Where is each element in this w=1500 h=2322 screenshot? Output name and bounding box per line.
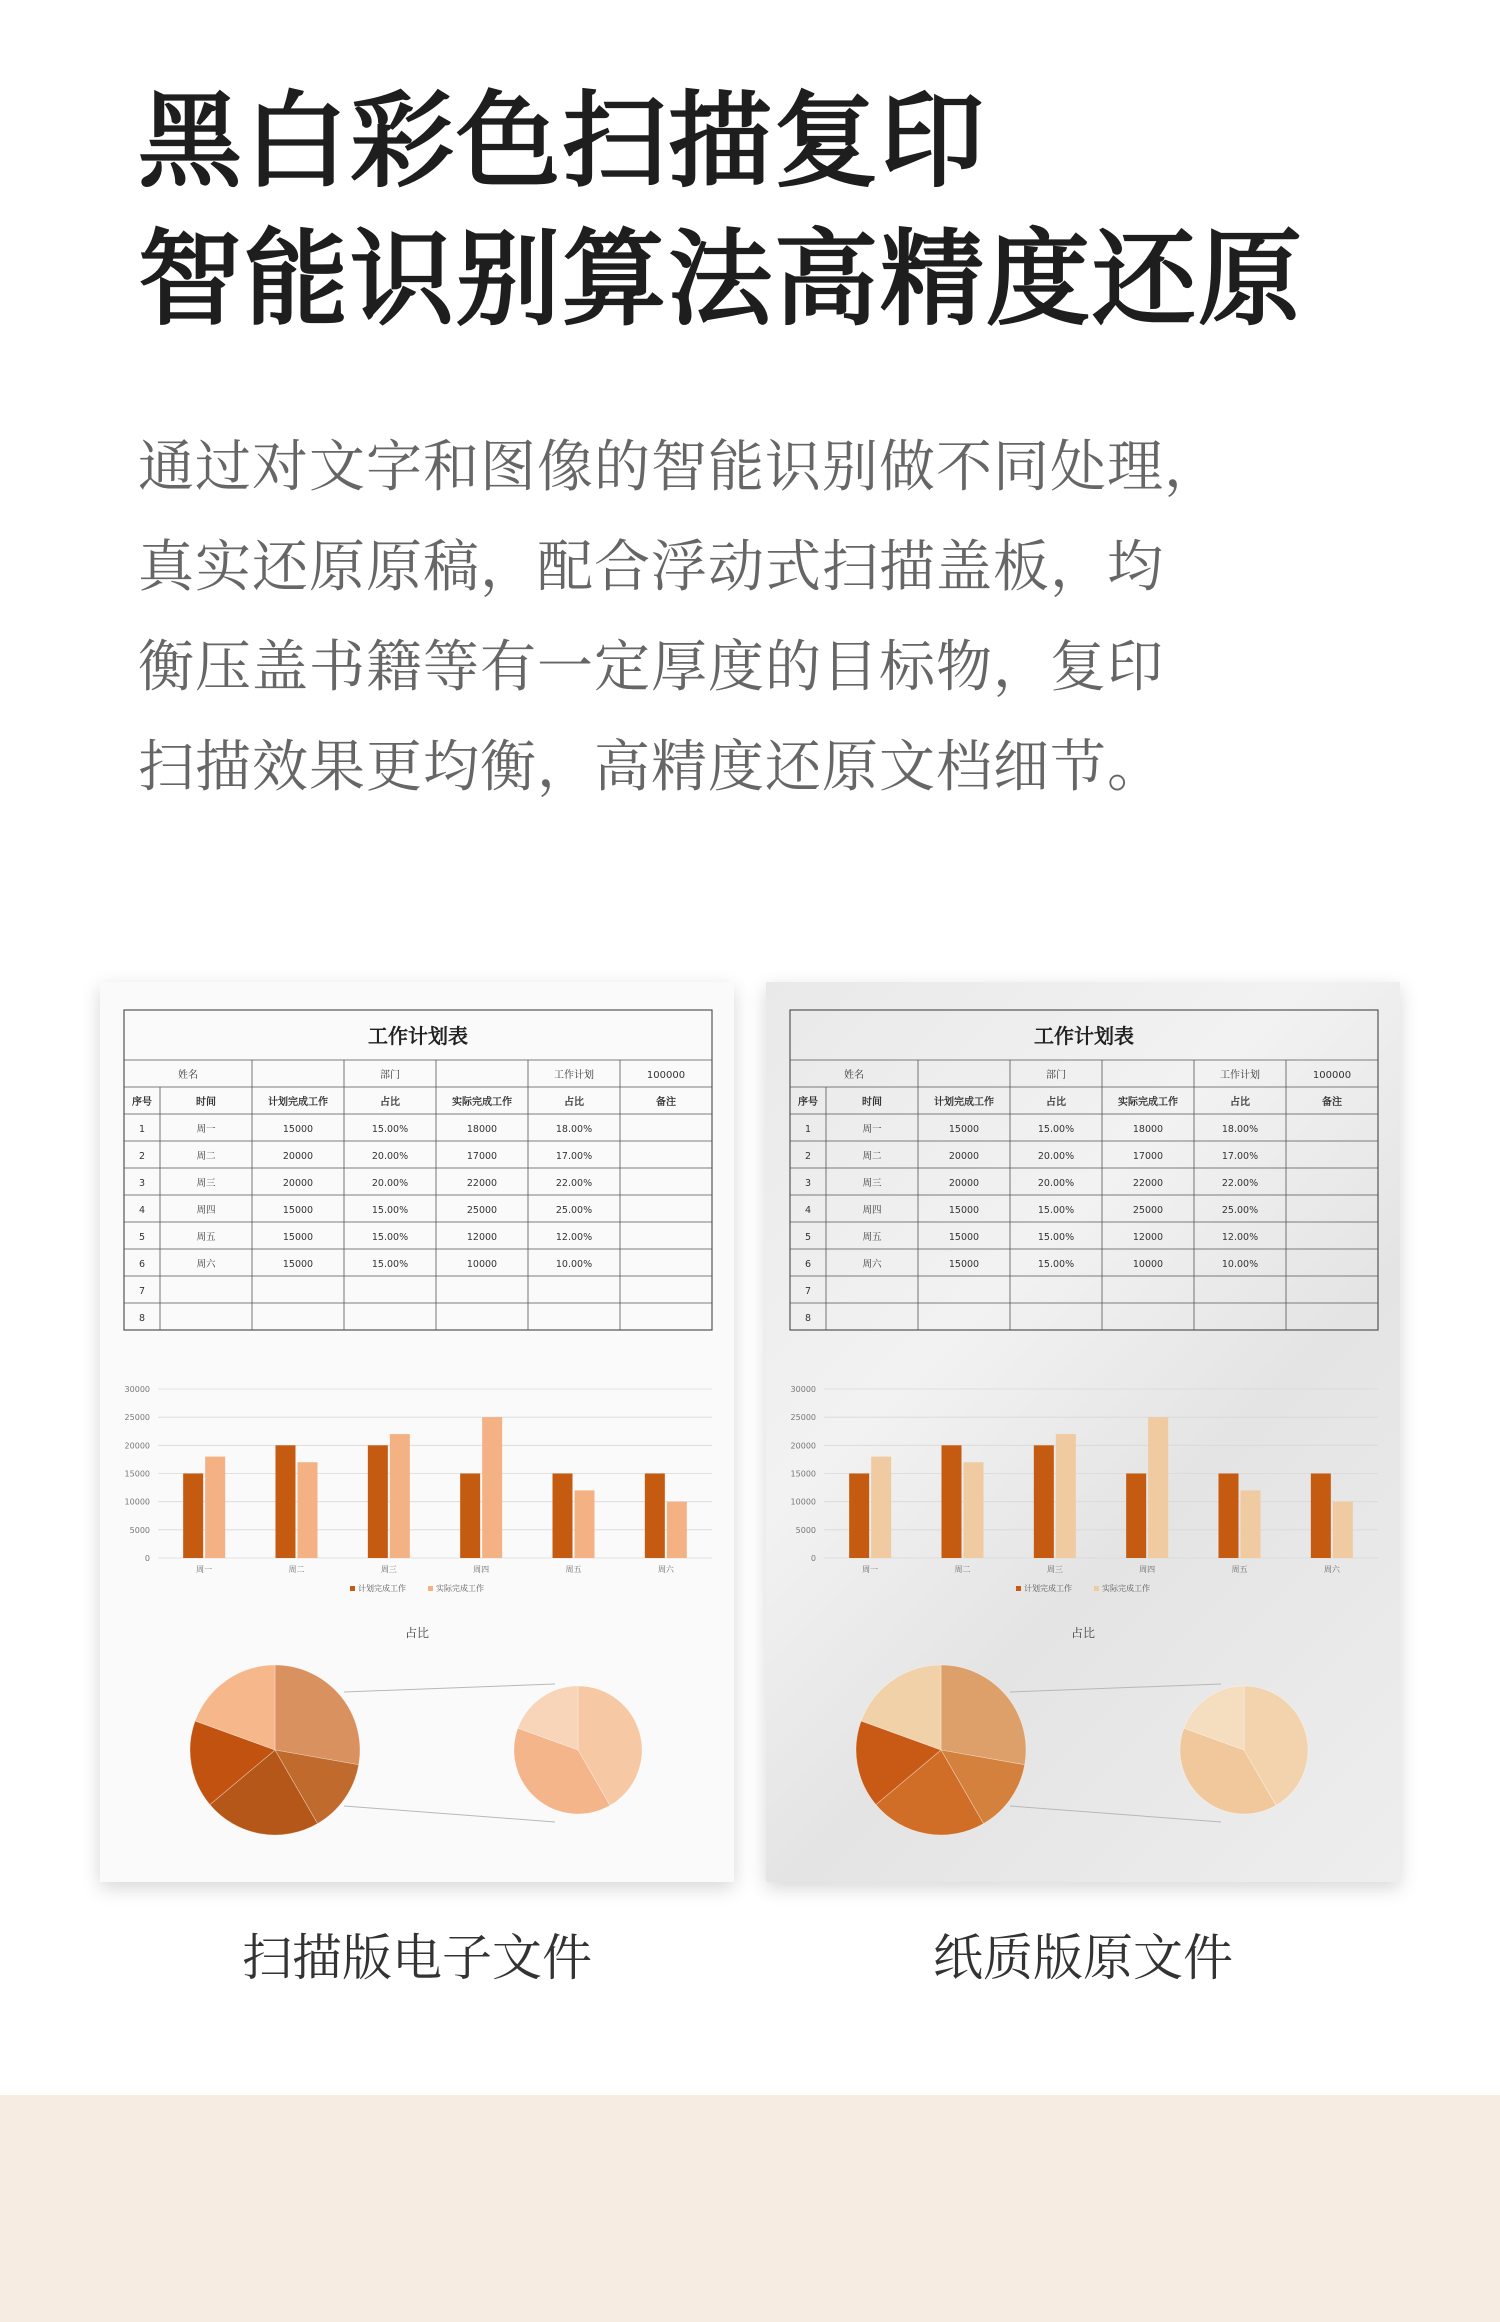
chart-y-tick-label: 20000 — [790, 1441, 816, 1451]
chart-x-tick-label: 周二 — [288, 1565, 305, 1574]
table-cell: 15.00% — [371, 1124, 409, 1135]
chart-bar — [942, 1445, 962, 1558]
chart-y-tick-label: 30000 — [124, 1385, 150, 1394]
table-column-header: 实际完成工作 — [452, 1097, 512, 1108]
table-cell: 3 — [138, 1178, 146, 1189]
table-cell: 8 — [138, 1313, 146, 1324]
chart-bar — [205, 1457, 225, 1558]
headline-line-2: 智能识别算法高精度还原 — [138, 218, 1305, 340]
chart-legend-swatch — [1016, 1586, 1021, 1591]
pie-title: 占比 — [1070, 1626, 1096, 1640]
table-cell: 15000 — [948, 1259, 980, 1270]
chart-y-tick-label: 20000 — [124, 1441, 150, 1451]
pie-connector-line — [344, 1684, 555, 1692]
chart-bar — [390, 1434, 410, 1558]
table-title: 工作计划表 — [368, 1024, 468, 1048]
chart-bar — [482, 1417, 502, 1558]
table-cell: 25.00% — [555, 1205, 593, 1216]
table-column-header: 计划完成工作 — [268, 1097, 328, 1108]
chart-bar — [1148, 1417, 1168, 1558]
caption-paper-file: 纸质版原文件 — [933, 1929, 1233, 1987]
chart-bar — [1034, 1445, 1054, 1558]
pie-title: 占比 — [404, 1626, 430, 1640]
table-cell: 15000 — [948, 1205, 980, 1216]
table-header-cell: 部门 — [1046, 1070, 1066, 1081]
table-header-cell: 姓名 — [178, 1070, 198, 1081]
chart-bar — [553, 1474, 573, 1559]
chart-bar — [298, 1462, 318, 1558]
table-cell: 6 — [804, 1259, 812, 1270]
table-cell: 1 — [138, 1124, 146, 1135]
table-cell: 20000 — [282, 1178, 314, 1189]
table-cell: 周六 — [862, 1259, 882, 1270]
chart-y-tick-label: 0 — [810, 1554, 816, 1563]
chart-y-tick-label: 25000 — [790, 1413, 816, 1423]
table-cell: 2 — [804, 1151, 812, 1162]
table-cell: 10.00% — [1221, 1259, 1259, 1270]
chart-y-tick-label: 10000 — [790, 1497, 816, 1507]
chart-bar — [964, 1462, 984, 1558]
table-cell: 15000 — [282, 1124, 314, 1135]
table-cell: 7 — [804, 1286, 812, 1297]
table-cell: 周三 — [862, 1178, 882, 1189]
chart-legend-label: 计划完成工作 — [1024, 1584, 1072, 1593]
table-cell: 周一 — [862, 1124, 882, 1135]
table-cell: 20.00% — [1037, 1151, 1075, 1162]
chart-bar — [1241, 1490, 1261, 1558]
table-column-header: 占比 — [1046, 1097, 1066, 1108]
pie-connector-line — [1010, 1684, 1221, 1692]
table-cell: 10000 — [1132, 1259, 1164, 1270]
table-cell: 15.00% — [371, 1205, 409, 1216]
table-column-header: 占比 — [564, 1097, 584, 1108]
table-cell: 4 — [138, 1205, 146, 1216]
table-column-header: 时间 — [196, 1097, 216, 1108]
pie-connector-line — [344, 1806, 555, 1822]
chart-bar — [849, 1474, 869, 1559]
table-cell: 15000 — [282, 1232, 314, 1243]
table-cell: 8 — [804, 1313, 812, 1324]
table-cell: 18.00% — [555, 1124, 593, 1135]
table-cell: 3 — [804, 1178, 812, 1189]
chart-bar — [183, 1474, 203, 1559]
table-column-header: 序号 — [798, 1097, 818, 1108]
table-cell: 20.00% — [371, 1151, 409, 1162]
scanned-document-image — [100, 982, 734, 1882]
table-cell: 周四 — [196, 1205, 216, 1216]
table-cell: 15.00% — [1037, 1259, 1075, 1270]
table-cell: 12.00% — [1221, 1232, 1259, 1243]
chart-x-tick-label: 周一 — [196, 1565, 213, 1574]
description — [138, 418, 1378, 818]
table-cell: 17.00% — [1221, 1151, 1259, 1162]
table-cell: 周六 — [196, 1259, 216, 1270]
chart-y-tick-label: 5000 — [795, 1525, 816, 1535]
chart-bar — [667, 1502, 687, 1558]
table-cell: 周五 — [862, 1232, 882, 1243]
description-line-2: 真实还原原稿，配合浮动式扫描盖板，均 — [138, 535, 1164, 600]
chart-legend-label: 计划完成工作 — [358, 1584, 406, 1593]
chart-bar — [1056, 1434, 1076, 1558]
table-cell: 7 — [138, 1286, 146, 1297]
table-cell: 10000 — [466, 1259, 498, 1270]
table-column-header: 计划完成工作 — [934, 1097, 994, 1108]
caption-scanned-file: 扫描版电子文件 — [242, 1929, 592, 1987]
chart-x-tick-label: 周五 — [565, 1565, 582, 1574]
chart-bar — [1126, 1474, 1146, 1559]
chart-x-tick-label: 周四 — [473, 1565, 490, 1574]
chart-y-tick-label: 10000 — [124, 1497, 150, 1507]
table-cell: 20000 — [282, 1151, 314, 1162]
table-cell: 18000 — [1132, 1124, 1164, 1135]
description-line-1: 通过对文字和图像的智能识别做不同处理， — [138, 435, 1221, 500]
table-cell: 5 — [138, 1232, 146, 1243]
chart-x-tick-label: 周四 — [1139, 1565, 1156, 1574]
table-header-cell: 工作计划 — [1220, 1070, 1260, 1081]
pie-connector-line — [1010, 1806, 1221, 1822]
table-header-cell: 部门 — [380, 1070, 400, 1081]
chart-bar — [368, 1445, 388, 1558]
chart-x-tick-label: 周二 — [954, 1565, 971, 1574]
bottom-band — [0, 2095, 1500, 2322]
chart-legend-label: 实际完成工作 — [436, 1584, 484, 1593]
pie-slice — [275, 1665, 360, 1765]
table-cell: 10.00% — [555, 1259, 593, 1270]
chart-x-tick-label: 周三 — [1046, 1565, 1063, 1574]
table-cell: 15.00% — [371, 1232, 409, 1243]
table-cell: 20.00% — [371, 1178, 409, 1189]
table-header-cell: 100000 — [646, 1070, 686, 1081]
table-cell: 22.00% — [1221, 1178, 1259, 1189]
table-cell: 17000 — [1132, 1151, 1164, 1162]
table-header-cell: 100000 — [1312, 1070, 1352, 1081]
description-line-4: 扫描效果更均衡，高精度还原文档细节。 — [138, 735, 1164, 800]
table-cell: 20000 — [948, 1178, 980, 1189]
table-cell: 4 — [804, 1205, 812, 1216]
chart-bar — [871, 1457, 891, 1558]
table-border — [124, 1010, 712, 1330]
table-cell: 周一 — [196, 1124, 216, 1135]
table-cell: 22000 — [466, 1178, 498, 1189]
chart-y-tick-label: 25000 — [124, 1413, 150, 1423]
chart-bar — [1219, 1474, 1239, 1559]
table-column-header: 占比 — [1230, 1097, 1250, 1108]
table-cell: 周二 — [196, 1151, 216, 1162]
table-cell: 1 — [804, 1124, 812, 1135]
table-cell: 15.00% — [1037, 1205, 1075, 1216]
table-column-header: 时间 — [862, 1097, 882, 1108]
table-cell: 15.00% — [1037, 1124, 1075, 1135]
table-cell: 20000 — [948, 1151, 980, 1162]
table-cell: 25.00% — [1221, 1205, 1259, 1216]
table-column-header: 备注 — [656, 1097, 676, 1108]
table-cell: 17.00% — [555, 1151, 593, 1162]
chart-bar — [645, 1474, 665, 1559]
chart-legend-label: 实际完成工作 — [1102, 1584, 1150, 1593]
table-cell: 6 — [138, 1259, 146, 1270]
table-column-header: 备注 — [1322, 1097, 1342, 1108]
table-cell: 18000 — [466, 1124, 498, 1135]
table-cell: 15000 — [948, 1232, 980, 1243]
table-cell: 20.00% — [1037, 1178, 1075, 1189]
table-cell: 17000 — [466, 1151, 498, 1162]
table-header-cell: 工作计划 — [554, 1070, 594, 1081]
table-cell: 22000 — [1132, 1178, 1164, 1189]
table-column-header: 实际完成工作 — [1118, 1097, 1178, 1108]
chart-x-tick-label: 周六 — [1323, 1565, 1340, 1574]
table-cell: 5 — [804, 1232, 812, 1243]
chart-y-tick-label: 5000 — [129, 1525, 150, 1535]
table-cell: 周二 — [862, 1151, 882, 1162]
table-border — [790, 1010, 1378, 1330]
chart-legend-swatch — [428, 1586, 433, 1591]
pie-slice — [941, 1665, 1026, 1765]
chart-bar — [460, 1474, 480, 1559]
chart-y-tick-label: 15000 — [790, 1469, 816, 1479]
table-cell: 15000 — [282, 1205, 314, 1216]
table-cell: 周三 — [196, 1178, 216, 1189]
table-column-header: 占比 — [380, 1097, 400, 1108]
scanned-document-illustration — [100, 982, 734, 1882]
chart-legend-swatch — [1094, 1586, 1099, 1591]
table-cell: 周四 — [862, 1205, 882, 1216]
chart-y-tick-label: 15000 — [124, 1469, 150, 1479]
paper-document-image — [766, 982, 1400, 1882]
chart-bar — [1311, 1474, 1331, 1559]
table-cell: 15.00% — [1037, 1232, 1075, 1243]
table-title: 工作计划表 — [1034, 1024, 1134, 1048]
table-cell: 15000 — [282, 1259, 314, 1270]
headline — [138, 72, 1378, 348]
chart-x-tick-label: 周三 — [380, 1565, 397, 1574]
chart-x-tick-label: 周五 — [1231, 1565, 1248, 1574]
table-cell: 22.00% — [555, 1178, 593, 1189]
table-header-cell: 姓名 — [844, 1070, 864, 1081]
table-cell: 25000 — [1132, 1205, 1164, 1216]
paper-document-illustration — [766, 982, 1400, 1882]
chart-bar — [575, 1490, 595, 1558]
chart-y-tick-label: 0 — [144, 1554, 150, 1563]
table-cell: 15.00% — [371, 1259, 409, 1270]
table-cell: 2 — [138, 1151, 146, 1162]
table-cell: 12000 — [466, 1232, 498, 1243]
table-cell: 15000 — [948, 1124, 980, 1135]
headline-line-1: 黑白彩色扫描复印 — [138, 80, 987, 202]
chart-x-tick-label: 周六 — [657, 1565, 674, 1574]
table-cell: 周五 — [196, 1232, 216, 1243]
chart-bar — [276, 1445, 296, 1558]
table-cell: 18.00% — [1221, 1124, 1259, 1135]
chart-legend-swatch — [350, 1586, 355, 1591]
table-cell: 12000 — [1132, 1232, 1164, 1243]
table-column-header: 序号 — [132, 1097, 152, 1108]
table-cell: 12.00% — [555, 1232, 593, 1243]
chart-x-tick-label: 周一 — [862, 1565, 879, 1574]
description-line-3: 衡压盖书籍等有一定厚度的目标物，复印 — [138, 635, 1164, 700]
chart-bar — [1333, 1502, 1353, 1558]
chart-y-tick-label: 30000 — [790, 1385, 816, 1394]
table-cell: 25000 — [466, 1205, 498, 1216]
